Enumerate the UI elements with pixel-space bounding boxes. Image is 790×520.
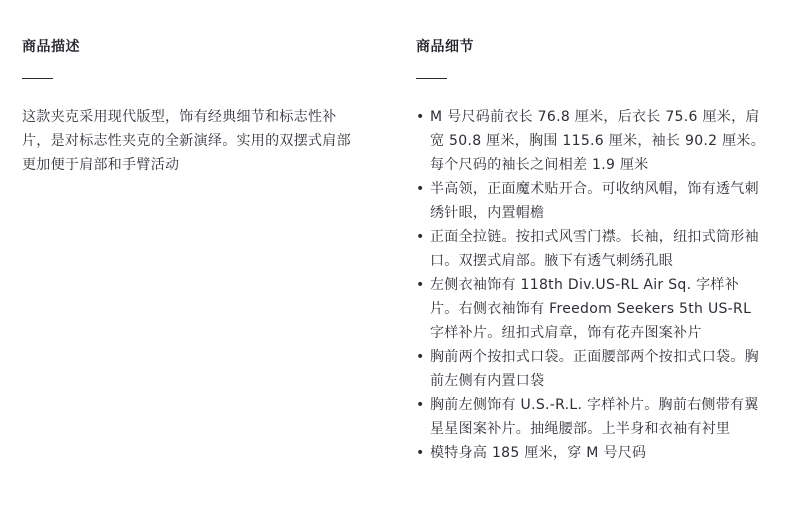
detail-text: 胸前两个按扣式口袋。正面腰部两个按扣式口袋。胸前左侧有内置口袋 <box>430 349 759 389</box>
description-text: 这款夹克采用现代版型，饰有经典细节和标志性补片，是对标志性夹克的全新演绎。实用的双摆式肩部更加便于肩部和手臂活动 <box>22 109 351 173</box>
description-divider <box>22 78 53 79</box>
bullet-icon: • <box>416 181 425 197</box>
product-details-section <box>416 38 766 465</box>
list-item <box>416 273 766 345</box>
list-item <box>416 393 766 441</box>
bullet-icon: • <box>416 109 425 125</box>
bullet-icon: • <box>416 277 425 293</box>
detail-text: 正面全拉链。按扣式风雪门襟。长袖，纽扣式筒形袖口。双摆式肩部。腋下有透气刺绣孔眼 <box>430 229 759 269</box>
details-list <box>416 105 766 465</box>
bullet-icon: • <box>416 445 425 461</box>
detail-text: 半高领，正面魔术贴开合。可收纳风帽，饰有透气刺绣针眼，内置帽檐 <box>430 181 759 221</box>
detail-text: 左侧衣袖饰有 118th Div.US-RL Air Sq. 字样补片。右侧衣袖饰有 Freedom Seekers 5th US-RL 字样补片。纽扣式肩章，饰有花卉图案补片 <box>430 277 752 341</box>
product-description-section <box>22 38 362 191</box>
details-divider <box>416 78 447 79</box>
detail-text: M 号尺码前衣长 76.8 厘米，后衣长 75.6 厘米，肩宽 50.8 厘米，胸围 115.6 厘米，袖长 90.2 厘米。每个尺码的袖长之间相差 1.9 厘米 <box>430 109 766 173</box>
list-item <box>416 177 766 225</box>
bullet-icon: • <box>416 229 425 245</box>
detail-text: 胸前左侧饰有 U.S.-R.L. 字样补片。胸前右侧带有翼星星图案补片。抽绳腰部。上半身和衣袖有衬里 <box>430 397 759 437</box>
detail-text: 模特身高 185 厘米，穿 M 号尺码 <box>430 445 647 461</box>
list-item <box>416 441 766 465</box>
details-heading: 商品细节 <box>416 39 474 55</box>
list-item <box>416 225 766 273</box>
list-item <box>416 105 766 177</box>
description-heading: 商品描述 <box>22 39 80 55</box>
bullet-icon: • <box>416 397 425 413</box>
bullet-icon: • <box>416 349 425 365</box>
list-item <box>416 345 766 393</box>
